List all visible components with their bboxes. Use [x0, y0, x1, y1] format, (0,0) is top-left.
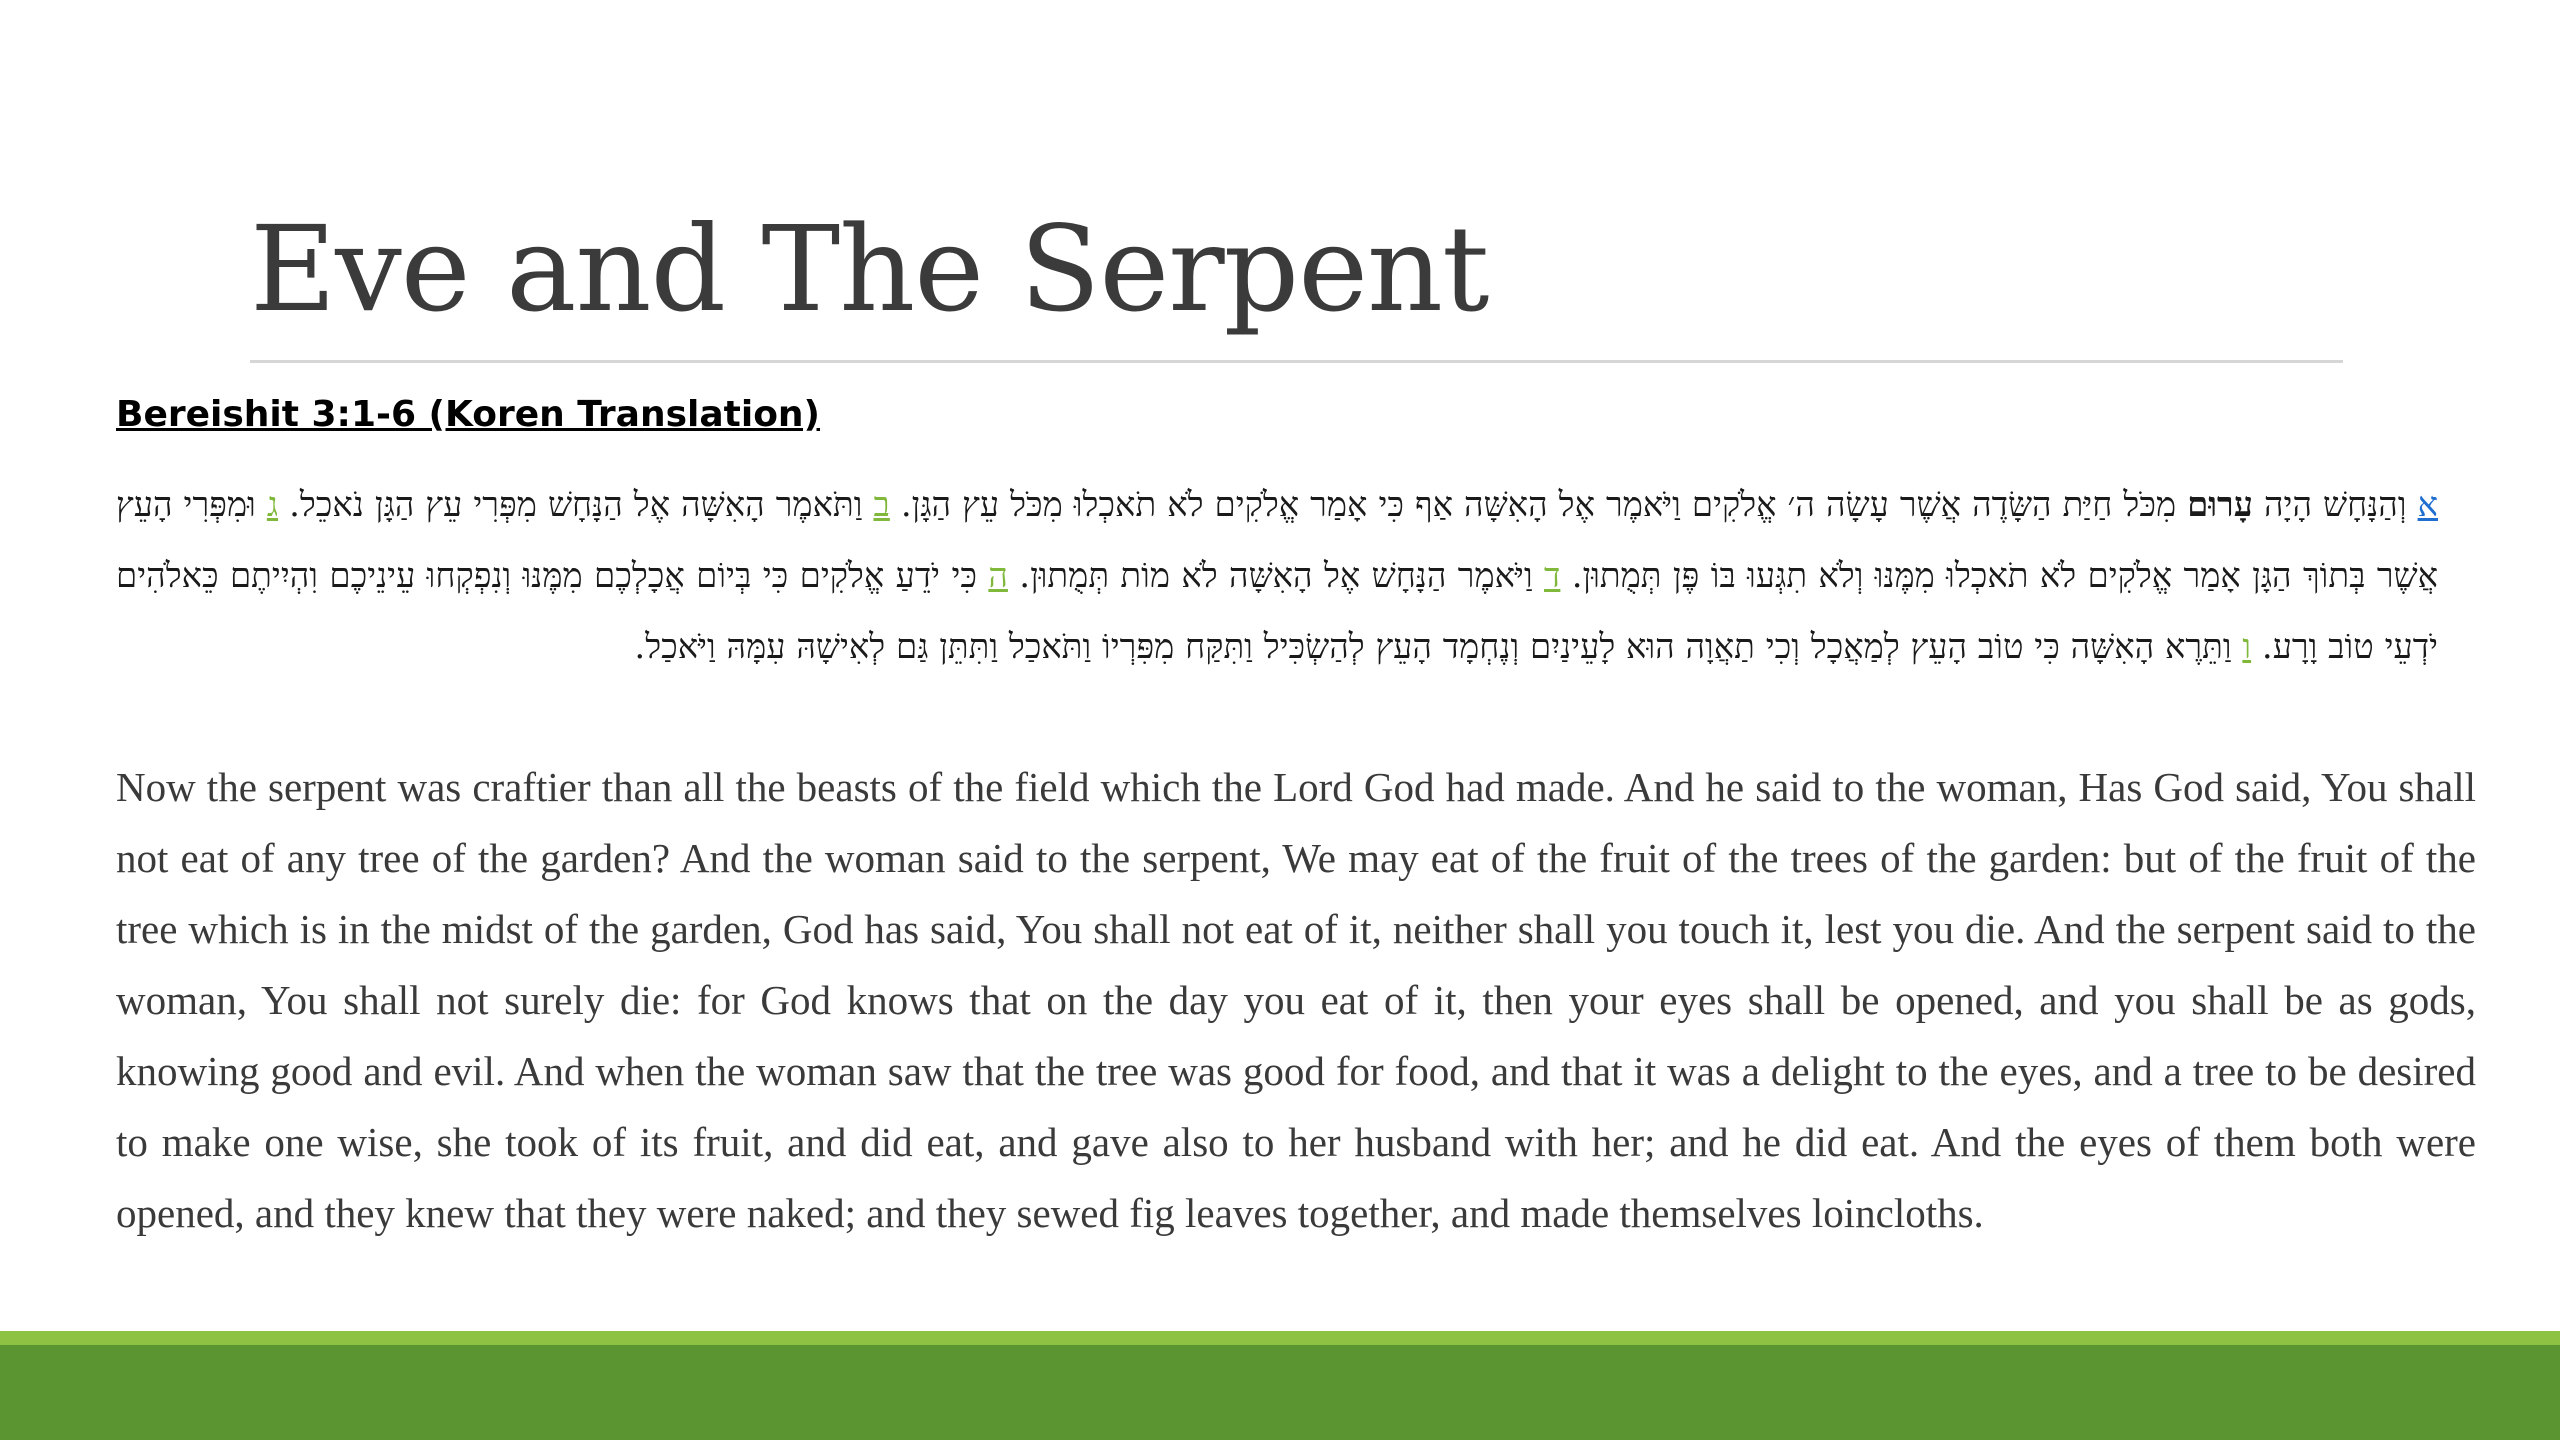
- verse-number-link[interactable]: ג: [266, 485, 279, 525]
- verse-text: וַתֵּרֶא הָאִשָּׁה כִּי טוֹב הָעֵץ לְמַאֲכָל וְכִי תַאֲוָה הוּא לָעֵינַיִם וְנֶחְמָד הָעֵץ לְהַשְׂכִּיל וַתִּקַּח מִפִּרְיוֹ וַתֹּאכַל וַתִּתֵּן גַּם לְאִישָׁהּ עִמָּהּ וַיֹּאכַל.: [634, 627, 2243, 667]
- english-translation: Now the serpent was craftier than all the beasts of the field which the Lord God had made. And he said to the woman, Has God said, You shall not eat of any tree of the garden? And the woman said to the serpent, We may eat of the fruit of the trees of the garden: but of the fruit of the tree which is in the midst of the garden, God has said, You shall not eat of it, neither shall you touch it, lest you die. And the serpent said to the woman, You shall not surely die: for God knows that on the day you eat of it, then your eyes shall be opened, and you shall be as gods, knowing good and evil. And when the woman saw that the tree was good for food, and that it was a delight to the eyes, and a tree to be desired to make one wise, she took of its fruit, and did eat, and gave also to her husband with her; and he did eat. And the eyes of them both were opened, and they knew that they were naked; and they sewed fig leaves together, and made themselves loincloths.: [116, 764, 2476, 1236]
- verse-1: [890, 485, 2438, 525]
- verse-text: מִכֹּל חַיַּת הַשָּׂדֶה אֲשֶׁר עָשָׂה ה׳ אֱלֹקִים וַיֹּאמֶר אֶל הָאִשָּׁה אַף כִּי אָמַר אֱלֹקִים לֹא תֹאכְלוּ מִכֹּל עֵץ הַגָּן.: [889, 485, 2188, 525]
- title-divider: [250, 360, 2343, 363]
- passage-reference: Bereishit 3:1-6 (Koren Translation): [116, 394, 821, 435]
- footer-accent-band: [0, 1331, 2560, 1345]
- verse-bold-word: עָרוּם: [2187, 485, 2253, 525]
- verse-4: [1008, 556, 1560, 596]
- verse-text: וַתֹּאמֶר הָאִשָּׁה אֶל הַנָּחָשׁ מִפְּרִי עֵץ הַגָּן נֹאכֵל.: [278, 485, 874, 525]
- footer-band: [0, 1345, 2560, 1440]
- hebrew-text: [116, 470, 2438, 683]
- verse-text: כִּי יֹדֵעַ אֱלֹקִים כִּי בְּיוֹם אֲכָלְכֶם מִמֶּנּוּ וְנִפְקְחוּ עֵינֵיכֶם וִהְיִיתֶם כֵּאלֹהִים יֹדְעֵי טוֹב וָרָע.: [116, 556, 2438, 667]
- slide-title: Eve and The Serpent: [250, 200, 1489, 338]
- verse-text: וְהַנָּחָשׁ הָיָה: [2252, 485, 2418, 525]
- verse-number-link[interactable]: ה: [988, 556, 1008, 596]
- verse-number-link[interactable]: ו: [2242, 627, 2252, 667]
- verse-text: וּמִפְּרִי הָעֵץ אֲשֶׁר בְּתוֹךְ הַגָּן אָמַר אֱלֹקִים לֹא תֹאכְלוּ מִמֶּנּוּ וְלֹא תִגְּעוּ בּוֹ פֶּן תְּמֻתוּן.: [116, 485, 2439, 596]
- verse-number-link[interactable]: ד: [1544, 556, 1561, 596]
- verse-6: [634, 627, 2251, 667]
- verse-text: וַיֹּאמֶר הַנָּחָשׁ אֶל הָאִשָּׁה לֹא מוֹת תְּמֻתוּן.: [1007, 556, 1545, 596]
- verse-number-link[interactable]: א: [2417, 485, 2438, 525]
- verse-2: [278, 485, 890, 525]
- verse-number-link[interactable]: ב: [873, 485, 890, 525]
